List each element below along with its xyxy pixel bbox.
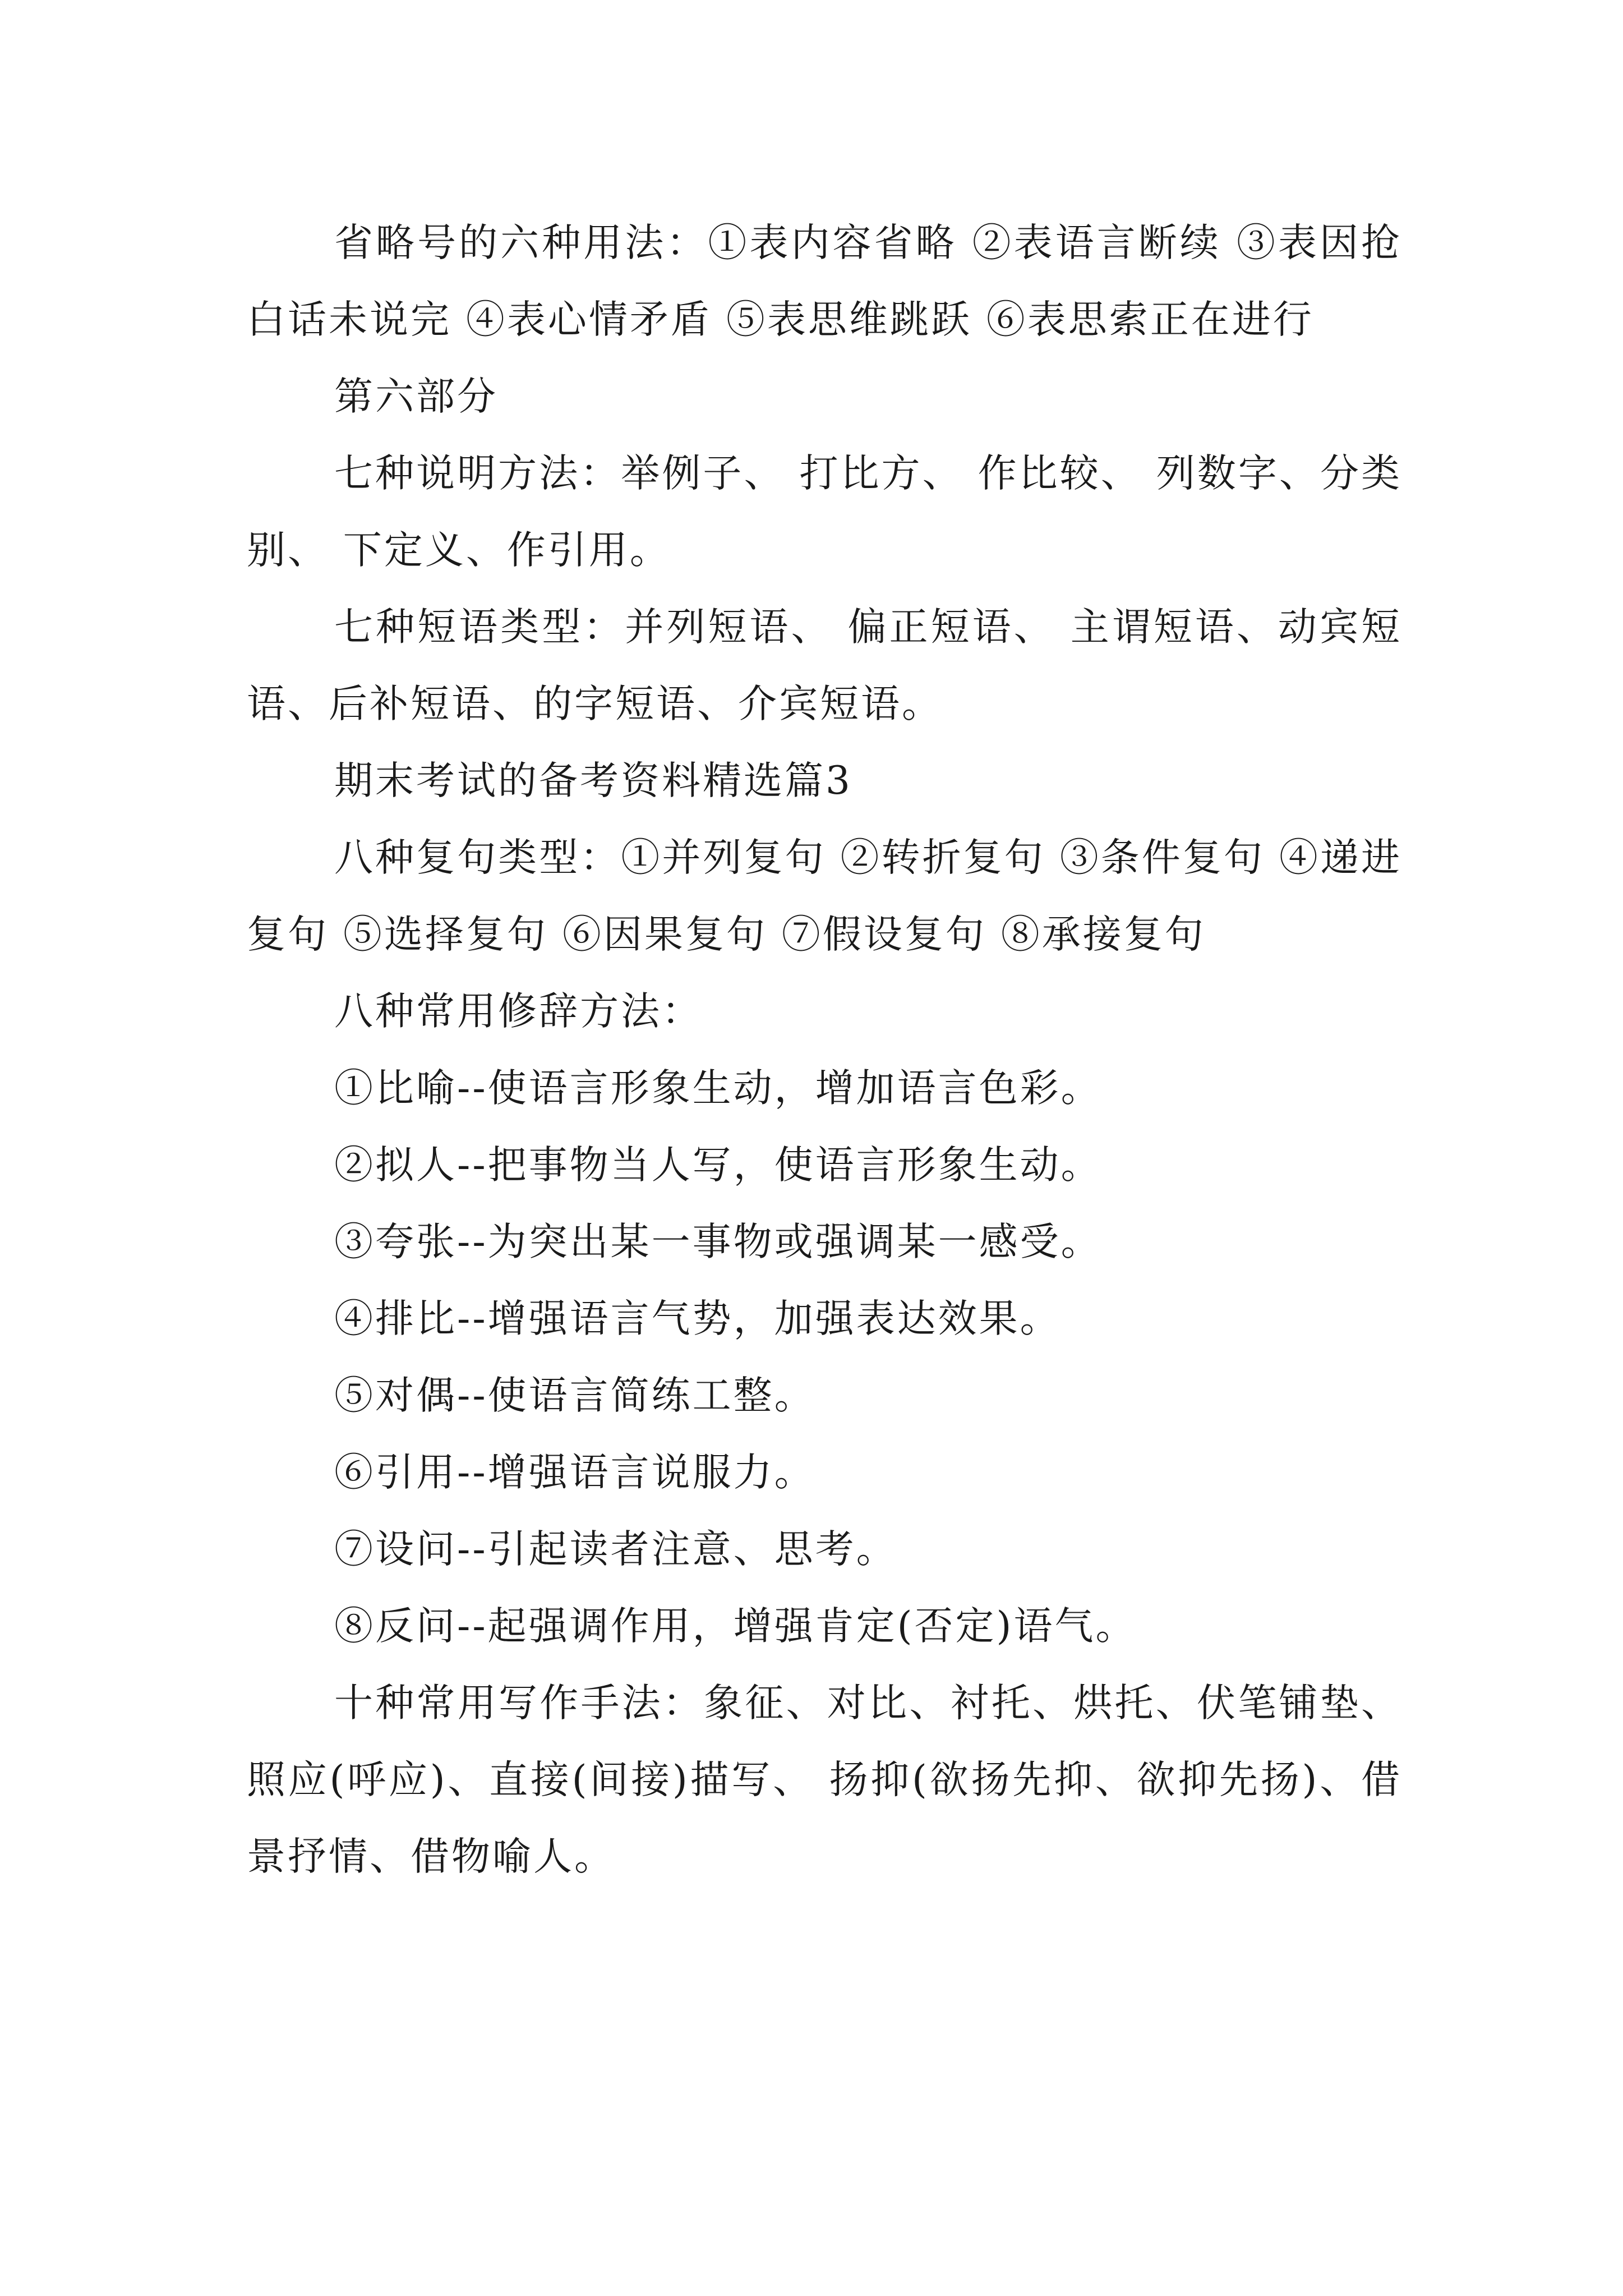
list-item-rhetoric-personification: ②拟人--把事物当人写，使语言形象生动。 xyxy=(334,1143,1102,1188)
section-heading-selection-3: 期末考试的备考资料精选篇3 xyxy=(334,758,852,803)
paragraph-writing-techniques: 十种常用写作手法：象征、对比、衬托、烘托、伏笔铺垫、照应(呼应)、直接(间接)描写、 扬抑(欲扬先抑、欲抑先扬)、借景抒情、借物喻人。 xyxy=(247,1681,1402,1879)
paragraph-phrase-types: 七种短语类型：并列短语、 偏正短语、 主谓短语、动宾短语、后补短语、的字短语、介宾短语。 xyxy=(247,605,1402,726)
paragraph-explanation-methods: 七种说明方法：举例子、 打比方、 作比较、 列数字、分类别、 下定义、作引用。 xyxy=(247,451,1402,573)
paragraph-rhetoric-heading: 八种常用修辞方法： xyxy=(334,989,703,1034)
list-item-rhetoric-quotation: ⑥引用--增强语言说服力。 xyxy=(334,1450,815,1495)
list-item-rhetoric-rhetorical-question: ⑧反问--起强调作用，增强肯定(否定)语气。 xyxy=(334,1604,1137,1649)
list-item-rhetoric-metaphor: ①比喻--使语言形象生动，增加语言色彩。 xyxy=(334,1066,1102,1111)
section-heading-part-six: 第六部分 xyxy=(334,374,498,419)
paragraph-compound-sentence-types: 八种复句类型：①并列复句 ②转折复句 ③条件复句 ④递进复句 ⑤选择复句 ⑥因果复句 ⑦假设复句 ⑧承接复句 xyxy=(247,835,1402,957)
list-item-rhetoric-exaggeration: ③夸张--为突出某一事物或强调某一感受。 xyxy=(334,1220,1102,1264)
list-item-rhetoric-parallelism: ④排比--增强语言气势，加强表达效果。 xyxy=(334,1296,1061,1341)
list-item-rhetoric-antithesis: ⑤对偶--使语言简练工整。 xyxy=(334,1373,815,1418)
document-body xyxy=(247,205,1402,1895)
list-item-rhetoric-question: ⑦设问--引起读者注意、思考。 xyxy=(334,1527,897,1572)
paragraph-ellipsis-usages: 省略号的六种用法：①表内容省略 ②表语言断续 ③表因抢白话未说完 ④表心情矛盾 ⑤表思维跳跃 ⑥表思索正在进行 xyxy=(247,220,1402,342)
